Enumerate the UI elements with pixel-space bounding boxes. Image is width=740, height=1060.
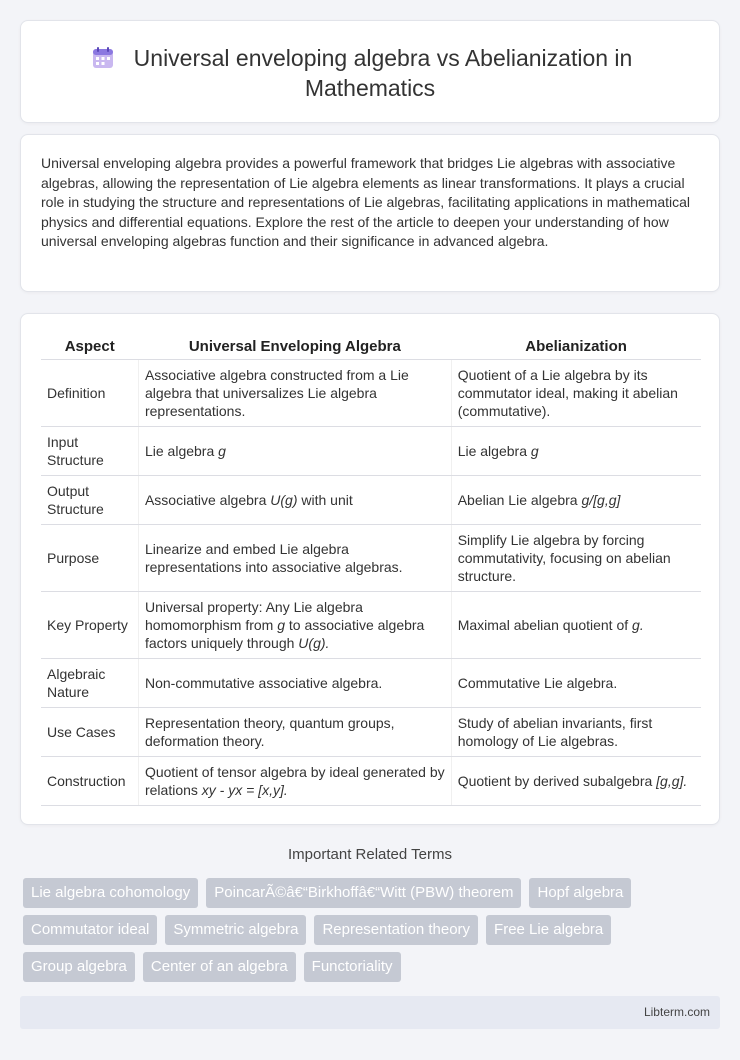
- row-universal: Quotient of tensor algebra by ideal generated by relations xy - yx = [x,y].: [138, 757, 451, 806]
- row-universal: Universal property: Any Lie algebra homomorphism from g to associative algebra factors uniquely through U(g).: [138, 592, 451, 659]
- tag-link[interactable]: Free Lie algebra: [486, 915, 611, 945]
- related-terms-title: Important Related Terms: [288, 846, 452, 863]
- header-universal: Universal Enveloping Algebra: [138, 334, 451, 360]
- row-aspect: Algebraic Nature: [41, 659, 138, 708]
- comparison-card: [20, 313, 720, 825]
- tag-link[interactable]: Center of an algebra: [143, 952, 296, 982]
- tag-link[interactable]: Representation theory: [314, 915, 478, 945]
- row-abelianization: Commutative Lie algebra.: [451, 659, 701, 708]
- comparison-table: [41, 334, 701, 806]
- page-title: [108, 43, 633, 103]
- row-abelianization: Quotient by derived subalgebra [g,g].: [451, 757, 701, 806]
- row-aspect: Definition: [41, 360, 138, 427]
- related-terms: [23, 878, 723, 989]
- header-aspect: Aspect: [41, 334, 138, 360]
- row-aspect: Output Structure: [41, 476, 138, 525]
- intro-card: [20, 134, 720, 292]
- row-abelianization: Lie algebra g: [451, 427, 701, 476]
- row-abelianization: Quotient of a Lie algebra by its commutator ideal, making it abelian (commutative).: [451, 360, 701, 427]
- tag-link[interactable]: Functoriality: [304, 952, 401, 982]
- table-row: [41, 476, 701, 525]
- table-row: [41, 525, 701, 592]
- tag-link[interactable]: PoincarÃ©â€“Birkhoffâ€“Witt (PBW) theorem: [206, 878, 521, 908]
- row-abelianization: Study of abelian invariants, first homology of Lie algebras.: [451, 708, 701, 757]
- row-aspect: Input Structure: [41, 427, 138, 476]
- row-universal: Associative algebra constructed from a Lie algebra that universalizes Lie algebra representations.: [138, 360, 451, 427]
- table-row: [41, 360, 701, 427]
- table-row: [41, 659, 701, 708]
- row-universal: Associative algebra U(g) with unit: [138, 476, 451, 525]
- tag-link[interactable]: Commutator ideal: [23, 915, 157, 945]
- row-aspect: Use Cases: [41, 708, 138, 757]
- table-row: [41, 427, 701, 476]
- tag-link[interactable]: Symmetric algebra: [165, 915, 306, 945]
- row-universal: Linearize and embed Lie algebra representations into associative algebras.: [138, 525, 451, 592]
- tag-row: [23, 952, 723, 982]
- footer: [20, 996, 720, 1029]
- table-header-row: [41, 334, 701, 360]
- page-title-line1: Universal enveloping algebra vs Abelianization in: [133, 45, 633, 71]
- tag-row: [23, 915, 723, 945]
- row-aspect: Key Property: [41, 592, 138, 659]
- page-title-line2: Mathematics: [304, 75, 436, 101]
- row-abelianization: Abelian Lie algebra g/[g,g]: [451, 476, 701, 525]
- row-abelianization: Simplify Lie algebra by forcing commutativity, focusing on abelian structure.: [451, 525, 701, 592]
- header-card: [20, 20, 720, 123]
- row-aspect: Purpose: [41, 525, 138, 592]
- tag-link[interactable]: Hopf algebra: [529, 878, 631, 908]
- table-row: [41, 708, 701, 757]
- row-aspect: Construction: [41, 757, 138, 806]
- tag-link[interactable]: Lie algebra cohomology: [23, 878, 198, 908]
- tag-row: [23, 878, 723, 908]
- footer-link[interactable]: Libterm.com: [643, 1005, 710, 1019]
- tag-link[interactable]: Group algebra: [23, 952, 135, 982]
- row-universal: Non-commutative associative algebra.: [138, 659, 451, 708]
- table-row: [41, 757, 701, 806]
- row-universal: Lie algebra g: [138, 427, 451, 476]
- header-abelianization: Abelianization: [451, 334, 701, 360]
- row-abelianization: Maximal abelian quotient of g.: [451, 592, 701, 659]
- row-universal: Representation theory, quantum groups, deformation theory.: [138, 708, 451, 757]
- intro-text: Universal enveloping algebra provides a powerful framework that bridges Lie algebras with associative algebras, allowing the representation of Lie algebra elements as linear transformations. It plays a crucial role in studying the structure and representations of Lie algebras, facilitating applications in mathematical physics and differential equations. Explore the rest of the article to deepen your understanding of how universal enveloping algebras function and their significance in advanced algebra.: [41, 155, 691, 249]
- table-row: [41, 592, 701, 659]
